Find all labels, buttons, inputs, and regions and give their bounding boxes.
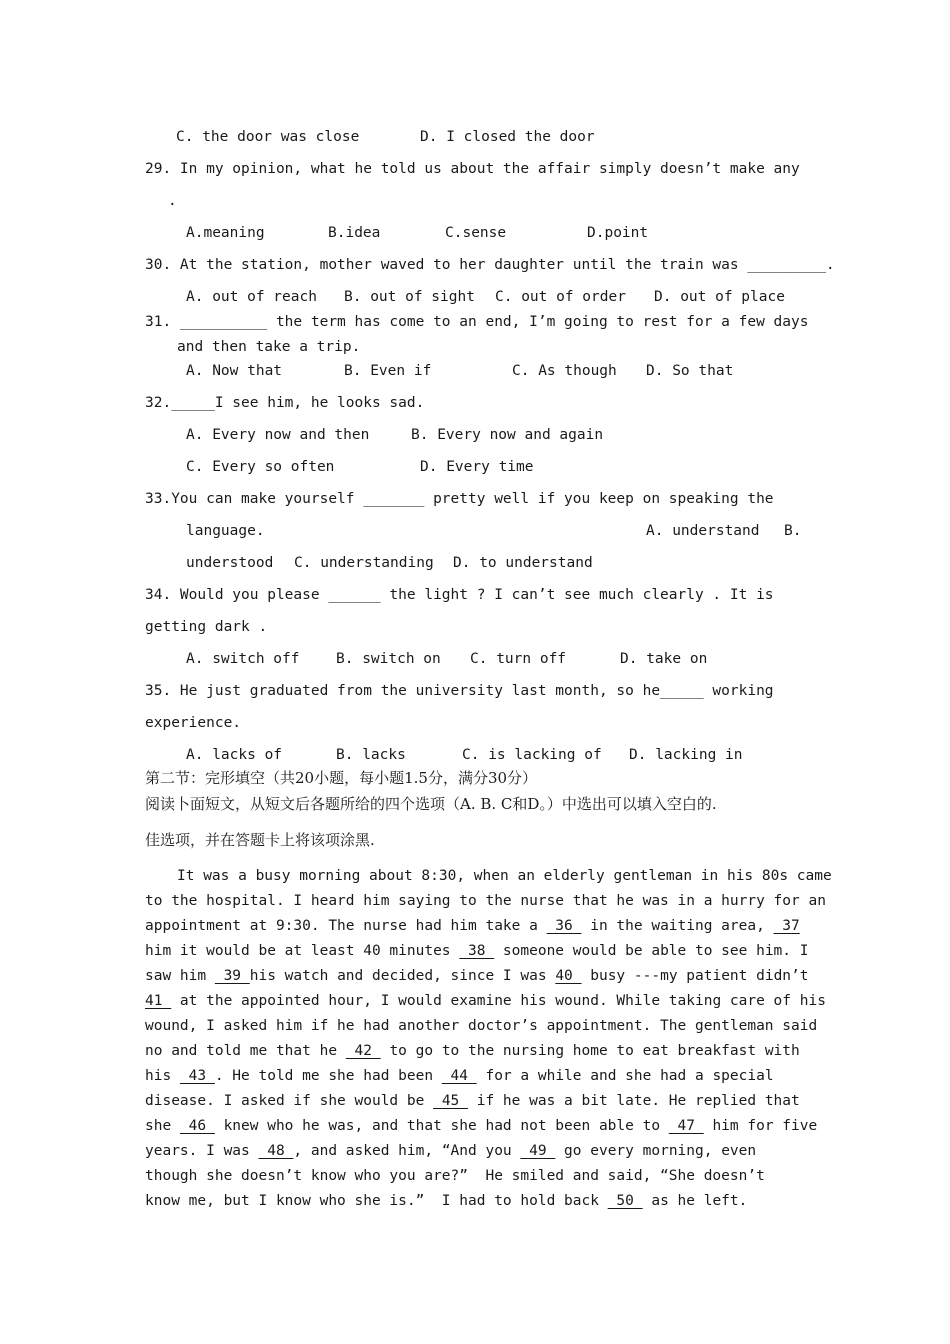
- passage-line-2: to the hospital. I heard him saying to the nurse that he was in a hurry for an: [145, 893, 826, 909]
- passage-line-12: [145, 1142, 756, 1160]
- passage-text: no and told me that he: [145, 1043, 346, 1059]
- blank-48: 48: [258, 1143, 294, 1159]
- q29-option-d: D.point: [587, 225, 649, 241]
- q33-option-b-label: B.: [784, 523, 802, 539]
- passage-line-6: [145, 992, 826, 1010]
- passage-text: appointment at 9:30. The nurse had him take a: [145, 918, 547, 934]
- blank-36: 36: [546, 918, 582, 934]
- q35-option-b: B. lacks: [336, 747, 406, 763]
- q29-option-c: C.sense: [445, 225, 507, 241]
- q31-option-a: A. Now that: [186, 363, 283, 379]
- q31-stem: 31. __________ the term has come to an end, I’m going to rest for a few days: [145, 314, 809, 330]
- q32-stem: 32._____I see him, he looks sad.: [145, 395, 425, 411]
- passage-text: his watch and decided, since I was: [249, 968, 556, 984]
- passage-text: if he was a bit late. He replied that: [468, 1093, 800, 1109]
- q33-option-a: A. understand: [646, 523, 760, 539]
- q35-stem: 35. He just graduated from the university last month, so he_____ working: [145, 683, 774, 699]
- passage-text: in the waiting area,: [581, 918, 774, 934]
- passage-text: . He told me she had been: [214, 1068, 442, 1084]
- q35-option-c: C. is lacking of: [462, 747, 602, 763]
- q32-option-a: A. Every now and then: [186, 427, 370, 443]
- q31-stem-cont: and then take a trip.: [177, 339, 361, 355]
- passage-line-9: [145, 1067, 774, 1085]
- blank-38: 38: [459, 943, 495, 959]
- passage-text: at the appointed hour, I would examine his wound. While taking care of his: [171, 993, 826, 1009]
- blank-39: 39: [214, 968, 250, 984]
- blank-47: 47: [668, 1118, 704, 1134]
- passage-line-11: [145, 1117, 817, 1135]
- blank-46: 46: [179, 1118, 215, 1134]
- passage-text: someone would be able to see him. I: [494, 943, 809, 959]
- passage-line-8: [145, 1042, 800, 1060]
- blank-50: 50: [607, 1193, 643, 1209]
- blank-42: 42: [345, 1043, 381, 1059]
- q30-option-a: A. out of reach: [186, 289, 317, 305]
- passage-line-14: [145, 1192, 747, 1210]
- q30-option-d: D. out of place: [654, 289, 785, 305]
- section-instruction-cont: 佳选项，并在答题卡上将该项涂黑.: [145, 831, 375, 849]
- passage-text: him for five: [703, 1118, 818, 1134]
- q34-option-d: D. take on: [620, 651, 708, 667]
- q33-option-c: C. understanding: [294, 555, 434, 571]
- section-title: 第二节：完形填空（共20小题，每小题1.5分，满分30分）: [145, 769, 538, 787]
- passage-text: know me, but I know who she is.” I had to hold back: [145, 1193, 608, 1209]
- q33-stem-cont: language.: [186, 523, 265, 539]
- q33-option-d: D. to understand: [453, 555, 593, 571]
- q33-option-b: understood: [186, 555, 274, 571]
- passage-text: knew who he was, and that she had not been able to: [214, 1118, 669, 1134]
- blank-49: 49: [520, 1143, 556, 1159]
- passage-line-5: [145, 967, 809, 985]
- q32-option-c: C. Every so often: [186, 459, 335, 475]
- passage-text: go every morning, even: [555, 1143, 757, 1159]
- q28-option-c: C. the door was close: [176, 129, 360, 145]
- passage-text: his: [145, 1068, 180, 1084]
- blank-37: 37: [773, 918, 800, 934]
- blank-45: 45: [433, 1093, 469, 1109]
- passage-line-3: [145, 917, 800, 935]
- passage-line-7: wound, I asked him if he had another doctor’s appointment. The gentleman said: [145, 1018, 818, 1034]
- passage-line-1: It was a busy morning about 8:30, when an elderly gentleman in his 80s came: [177, 868, 832, 884]
- q29-option-b: B.idea: [328, 225, 381, 241]
- blank-44: 44: [441, 1068, 477, 1084]
- q29-option-a: A.meaning: [186, 225, 265, 241]
- passage-text: busy ---my patient didn’t: [581, 968, 809, 984]
- q32-option-b: B. Every now and again: [411, 427, 604, 443]
- passage-line-10: [145, 1092, 800, 1110]
- q29-stem-cont: .: [168, 193, 177, 209]
- q34-stem: 34. Would you please ______ the light ? I can’t see much clearly . It is: [145, 587, 774, 603]
- q34-option-b: B. switch on: [336, 651, 441, 667]
- q34-stem-cont: getting dark .: [145, 619, 268, 635]
- blank-43: 43: [179, 1068, 215, 1084]
- passage-text: , and asked him, “And you: [293, 1143, 521, 1159]
- passage-text: she: [145, 1118, 180, 1134]
- section-instruction: 阅读卜面短文，从短文后各题所给的四个选项（A. B. C和D。）中选出可以填入空白的.: [145, 795, 717, 813]
- blank-40: 40: [555, 968, 582, 984]
- q35-option-a: A. lacks of: [186, 747, 283, 763]
- q31-option-d: D. So that: [646, 363, 734, 379]
- q32-option-d: D. Every time: [420, 459, 534, 475]
- passage-line-4: [145, 942, 808, 960]
- q34-option-a: A. switch off: [186, 651, 300, 667]
- q30-option-c: C. out of order: [495, 289, 626, 305]
- q34-option-c: C. turn off: [470, 651, 567, 667]
- blank-41: 41: [145, 993, 172, 1009]
- passage-text: years. I was: [145, 1143, 259, 1159]
- q28-option-d: D. I closed the door: [420, 129, 595, 145]
- q30-option-b: B. out of sight: [344, 289, 475, 305]
- q31-option-c: C. As though: [512, 363, 617, 379]
- q31-option-b: B. Even if: [344, 363, 432, 379]
- q29-stem: 29. In my opinion, what he told us about the affair simply doesn’t make any: [145, 161, 800, 177]
- passage-text: to go to the nursing home to eat breakfast with: [380, 1043, 800, 1059]
- passage-text: disease. I asked if she would be: [145, 1093, 434, 1109]
- q35-option-d: D. lacking in: [629, 747, 743, 763]
- passage-text: for a while and she had a special: [476, 1068, 774, 1084]
- q30-stem: 30. At the station, mother waved to her daughter until the train was _________.: [145, 257, 835, 273]
- passage-text: saw him: [145, 968, 215, 984]
- passage-text: as he left.: [642, 1193, 748, 1209]
- passage-line-13: though she doesn’t know who you are?” He smiled and said, “She doesn’t: [145, 1168, 765, 1184]
- passage-text: him it would be at least 40 minutes: [145, 943, 460, 959]
- q33-stem: 33.You can make yourself _______ pretty well if you keep on speaking the: [145, 491, 774, 507]
- q35-stem-cont: experience.: [145, 715, 242, 731]
